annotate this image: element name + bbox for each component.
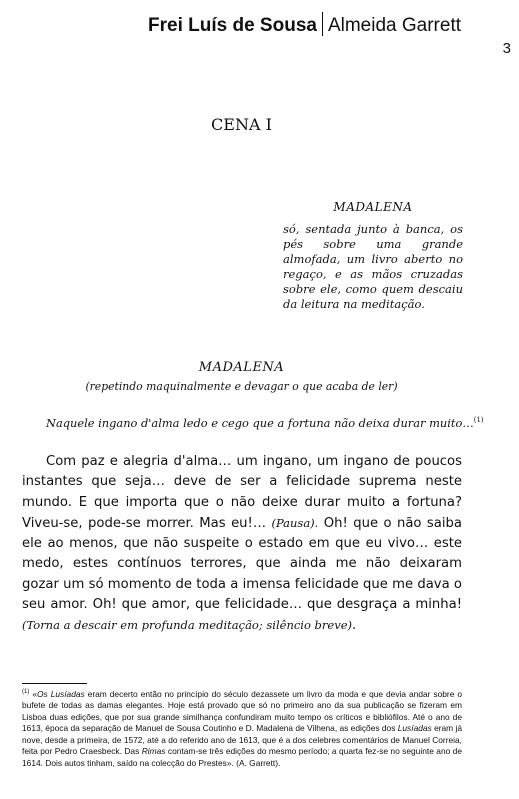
speech-end-punct: . bbox=[352, 618, 357, 634]
footnote-italic-lusiadas-2: Lusíadas bbox=[397, 723, 432, 734]
stage-direction: (repetindo maquinalmente e devagar o que acaba de ler) bbox=[85, 380, 398, 393]
footnote-ref: (1) bbox=[473, 416, 484, 425]
book-title: Frei Luís de Sousa bbox=[148, 15, 317, 36]
character-description: só, sentada junto à banca, os pés sobre uma grande almofada, um livro aberto no regaço, e as mãos cruzadas sobre ele, como quem descaiu da leitura na meditação. bbox=[283, 222, 463, 311]
stage-pause: (Pausa). bbox=[271, 515, 319, 530]
character-block bbox=[283, 200, 463, 312]
quoted-verse bbox=[46, 416, 484, 430]
verse-text: Naquele ingano d'alma ledo e cego que a fortuna não deixa durar muito… bbox=[46, 416, 474, 430]
speaker-name: MADALENA bbox=[198, 360, 285, 375]
footnote-text-3: contam-se três edições do mesmo período; a quarta fez-se no seguinte ano de 1614. Dois autos tinham, saído na colecção do Prestes». (A. Garrett). bbox=[22, 746, 463, 768]
footnote-italic-rimas: Rimas bbox=[141, 746, 166, 757]
footnote-italic-lusiadas: Os Lusíadas bbox=[37, 688, 85, 699]
footnote-lead-quote: « bbox=[32, 688, 38, 699]
speech-paragraph bbox=[22, 452, 462, 637]
character-name: MADALENA bbox=[333, 200, 413, 214]
page-number: 3 bbox=[502, 40, 511, 57]
footnote-divider bbox=[22, 683, 87, 684]
header-divider bbox=[322, 12, 323, 36]
footnote-marker: (1) bbox=[22, 689, 30, 695]
stage-direction-end: (Torna a descair em profunda meditação; silêncio breve) bbox=[22, 618, 353, 633]
running-header bbox=[148, 12, 461, 37]
scene-title: CENA I bbox=[211, 115, 272, 134]
footnote-text-1: eram decerto então no princípio do século dezassete um livro da moda e que devia andar sobre o bufete de todas as damas elegantes. Hoje está provado que só no primeiro ano da sua publicação se fizeram em Lisboa duas edições, que por sua grande similhança confundiram muito tempo os críticos e bibliófilos. Até o ano de 1613, época da separação de Manuel de Sousa Coutinho e D. Madalena de Vilhena, as edições dos bbox=[22, 688, 463, 734]
speech-text-1: Com paz e alegria d'alma… um ingano, um ingano de poucos instantes que seja… deve de ser a felicidade suprema neste mundo. E que importa que o não deixe durar muito a fortuna? Viveu-se, pode-se morrer. Mas eu!… bbox=[22, 454, 462, 531]
speech-text-2: Oh! que o não saiba ele ao menos, que não suspeite o estado em que eu vivo… este medo, estes contínuos terrores, que ainda me não deixaram gozar um só momento de toda a imensa felicidade que me dava o seu amor. Oh! que amor, que felicidade… que desgraça a minha! bbox=[22, 515, 462, 613]
footnote-text-2: eram já nove, desde a primeira, de 1572, até a do referido ano de 1613, que é a dos celebres comentários de Manuel Correia, feita por Pedro Craesbeck. Das bbox=[22, 723, 463, 757]
footnote bbox=[22, 687, 462, 769]
author-name: Almeida Garrett bbox=[327, 15, 461, 36]
